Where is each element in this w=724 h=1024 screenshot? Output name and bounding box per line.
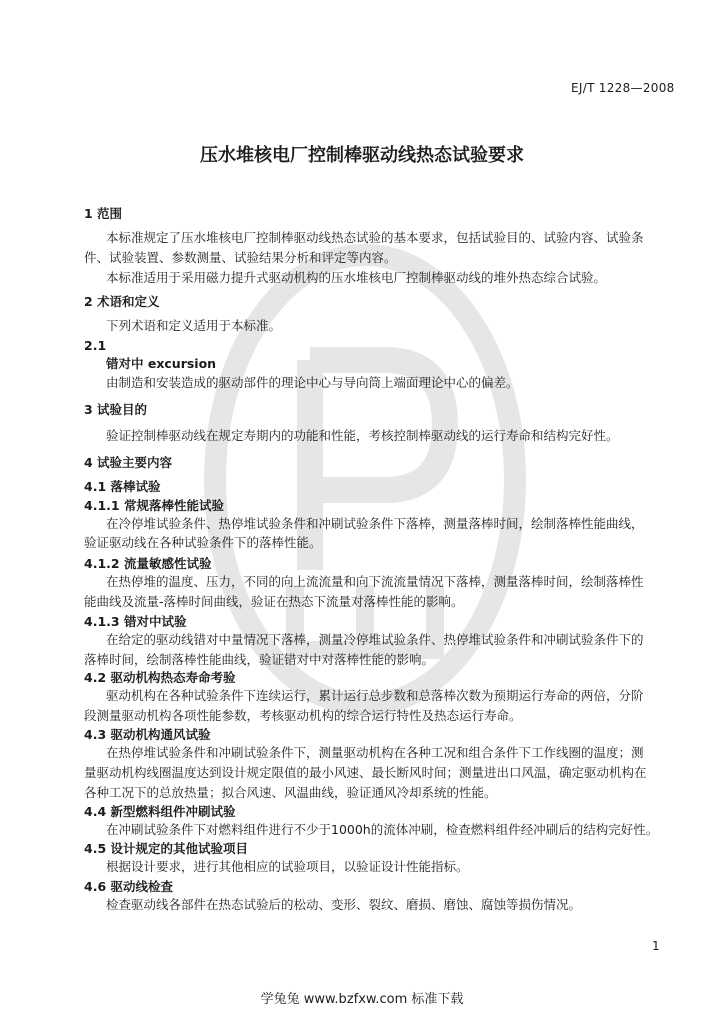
subsection-heading: 4.1 落棒试验	[84, 479, 161, 494]
paragraph: 本标准规定了压水堆核电厂控制棒驱动线热态试验的基本要求，包括试验目的、试验内容、试验条	[106, 230, 644, 245]
subsection-heading: 4.5 设计规定的其他试验项目	[84, 841, 248, 856]
paragraph: 在冲刷试验条件下对燃料组件进行不少于1000h的流体冲刷，检查燃料组件经冲刷后的结构完好性。	[106, 822, 659, 837]
paragraph: 根据设计要求，进行其他相应的试验项目，以验证设计性能指标。	[106, 859, 469, 874]
paragraph: 在热停堆试验条件和冲刷试验条件下，测量驱动机构在各种工况和组合条件下工作线圈的温度；测	[106, 745, 644, 760]
section-3-heading: 3 试验目的	[84, 402, 148, 417]
subsection-heading: 4.1.1 常规落棒性能试验	[84, 498, 224, 513]
section-1-heading: 1 范围	[84, 206, 123, 221]
paragraph: 本标准适用于采用磁力提升式驱动机构的压水堆核电厂控制棒驱动线的堆外热态综合试验。	[106, 270, 607, 285]
paragraph: 能曲线及流量-落棒时间曲线，验证在热态下流量对落棒性能的影响。	[84, 594, 464, 609]
paragraph: 验证控制棒驱动线在规定寿期内的功能和性能，考核控制棒驱动线的运行寿命和结构完好性。	[106, 428, 619, 443]
paragraph: 在给定的驱动线错对中量情况下落棒，测量冷停堆试验条件、热停堆试验条件和冲刷试验条件下的	[106, 632, 644, 647]
standard-number: EJ/T 1228—2008	[571, 81, 675, 95]
clause-number: 2.1	[84, 338, 107, 353]
subsection-heading: 4.1.3 错对中试验	[84, 614, 187, 629]
paragraph: 检查驱动线各部件在热态试验后的松动、变形、裂纹、磨损、磨蚀、腐蚀等损伤情况。	[106, 897, 582, 912]
page-number: 1	[652, 939, 660, 953]
paragraph: 在冷停堆试验条件、热停堆试验条件和冲刷试验条件下落棒，测量落棒时间，绘制落棒性能曲线，	[106, 516, 644, 531]
paragraph: 驱动机构在各种试验条件下连续运行，累计运行总步数和总落棒次数为预期运行寿命的两倍，分阶	[106, 688, 644, 703]
subsection-heading: 4.6 驱动线检查	[84, 879, 173, 894]
subsection-heading: 4.3 驱动机构通风试验	[84, 727, 211, 742]
footer-text: 学兔兔 www.bzfxw.com 标准下载	[260, 992, 464, 1007]
document-title: 压水堆核电厂控制棒驱动线热态试验要求	[200, 145, 524, 166]
watermark-logo	[195, 240, 535, 720]
paragraph: 量驱动机构线圈温度达到设计规定限值的最小风速、最长断风时间；测量进出口风温，确定驱动机构在	[84, 765, 647, 780]
paragraph: 验证驱动线在各种试验条件下的落棒性能。	[84, 535, 322, 550]
paragraph: 下列术语和定义适用于本标准。	[106, 318, 282, 333]
paragraph: 段测量驱动机构各项性能参数，考核驱动机构的综合运行特性及热态运行寿命。	[84, 708, 522, 723]
definition: 由制造和安装造成的驱动部件的理论中心与导向筒上端面理论中心的偏差。	[106, 375, 519, 390]
subsection-heading: 4.4 新型燃料组件冲刷试验	[84, 804, 236, 819]
section-4-heading: 4 试验主要内容	[84, 455, 173, 470]
paragraph: 各种工况下的总放热量；拟合风速、风温曲线，验证通风冷却系统的性能。	[84, 785, 497, 800]
section-2-heading: 2 术语和定义	[84, 294, 160, 309]
paragraph: 落棒时间，绘制落棒性能曲线，验证错对中对落棒性能的影响。	[84, 652, 435, 667]
paragraph: 件、试验装置、参数测量、试验结果分析和评定等内容。	[84, 250, 397, 265]
subsection-heading: 4.1.2 流量敏感性试验	[84, 556, 212, 571]
subsection-heading: 4.2 驱动机构热态寿命考验	[84, 670, 236, 685]
term: 错对中 excursion	[106, 356, 217, 371]
paragraph: 在热停堆的温度、压力，不同的向上流流量和向下流流量情况下落棒，测量落棒时间，绘制落棒性	[106, 574, 644, 589]
